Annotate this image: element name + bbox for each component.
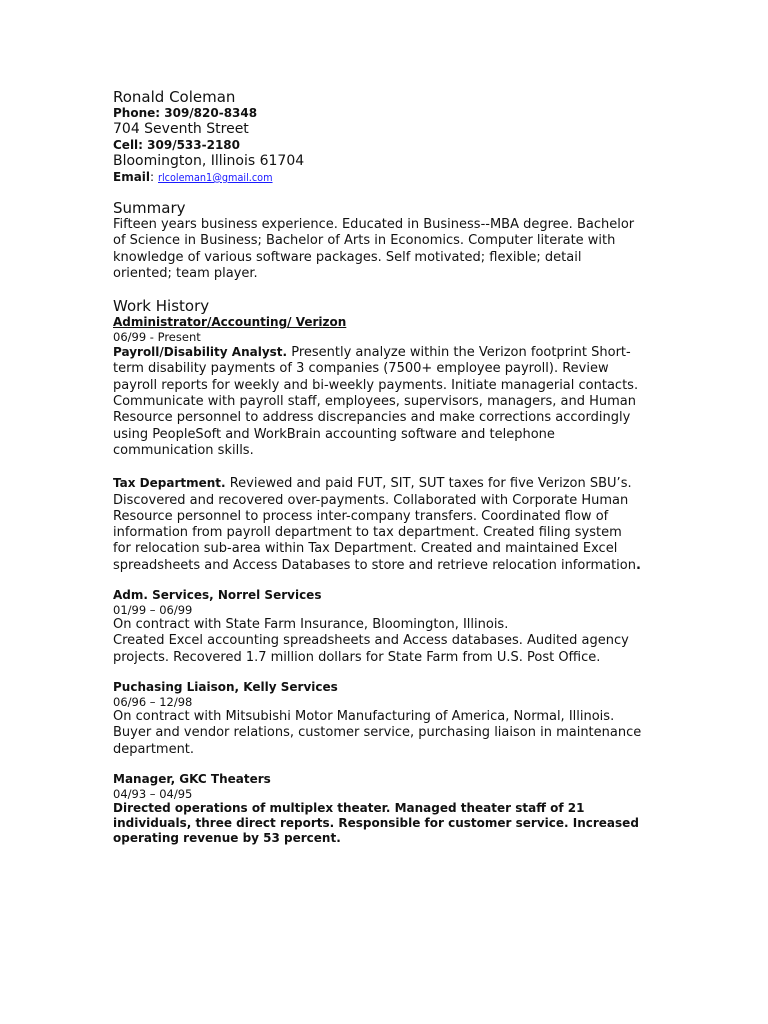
job-gkc (113, 772, 643, 846)
summary-section (113, 199, 643, 282)
job-title: Administrator/Accounting/ Verizon (113, 315, 347, 330)
email-line (113, 170, 643, 185)
job-line: On contract with Mitsubishi Motor Manufacturing of America, Normal, Illinois. (113, 708, 615, 724)
summary-text: Fifteen years business experience. Educated in Business--MBA degree. Bachelor of Science in Business; Bachelor of Arts in Economics. Computer literate with knowledge of various software packages. Self motivated; flexible; detail oriented; team player. (113, 217, 635, 281)
payroll-paragraph (113, 344, 643, 459)
email-colon: : (150, 170, 158, 184)
job-line: On contract with State Farm Insurance, Bloomington, Illinois. (113, 617, 509, 633)
cell-number: Cell: 309/533-2180 (113, 138, 241, 152)
job-norrel (113, 588, 643, 666)
payroll-text: Presently analyze within the Verizon footprint Short-term disability payments of 3 companies (7500+ employee payroll). Review payroll reports for weekly and bi-weekly payments. Initiate managerial contacts. Communicate with payroll staff, employees, supervisors, managers, and Human Resource personnel to address discrepancies and make corrections accordingly using PeopleSoft and WorkBrain accounting software and telephone communication skills. (113, 345, 639, 458)
job-title: Manager, GKC Theaters (113, 771, 271, 786)
payroll-lead: Payroll/Disability Analyst. (113, 345, 288, 360)
job-title: Adm. Services, Norrel Services (113, 588, 322, 603)
job-kelly (113, 680, 643, 758)
email-link[interactable]: rlcoleman1@gmail.com (157, 171, 273, 184)
street-address: 704 Seventh Street (113, 121, 249, 137)
job-verizon (113, 315, 643, 574)
job-dates: 06/96 – 12/98 (113, 694, 193, 709)
tax-text: Reviewed and paid FUT, SIT, SUT taxes for five Verizon SBU’s. Discovered and recovered over-payments. Collaborated with Corporate Human Resource personnel to process inter-company transfers. Coordinated flow of information from payroll department to tax department. Created filing system for relocation sub-area within Tax Department. Created and maintained Excel spreadsheets and Access Databases to store and retrieve relocation information (113, 476, 636, 573)
work-history-heading: Work History (113, 297, 210, 316)
tax-end: . (636, 557, 641, 573)
phone-number: Phone: 309/820-8348 (113, 106, 258, 120)
email-label: Email (113, 170, 151, 184)
tax-paragraph (113, 475, 643, 574)
job-dates: 06/99 - Present (113, 330, 201, 345)
job-line: Created Excel accounting spreadsheets and Access databases. Audited agency projects. Recovered 1.7 million dollars for State Farm from U.S. Post Office. (113, 633, 629, 665)
city-state-zip: Bloomington, Illinois 61704 (113, 153, 305, 169)
job-dates: 04/93 – 04/95 (113, 786, 193, 801)
job-line: Buyer and vendor relations, customer service, purchasing liaison in maintenance department. (113, 725, 642, 757)
job-description: Directed operations of multiplex theater. Managed theater staff of 21 individuals, three direct reports. Responsible for customer service. Increased operating revenue by 53 percent. (113, 800, 639, 845)
candidate-name: Ronald Coleman (113, 88, 236, 106)
resume-page (113, 88, 643, 846)
work-history-section (113, 297, 643, 846)
contact-header (113, 88, 643, 185)
summary-heading: Summary (113, 199, 186, 217)
tax-lead: Tax Department. (113, 476, 226, 491)
job-dates: 01/99 – 06/99 (113, 603, 193, 618)
job-title: Puchasing Liaison, Kelly Services (113, 679, 338, 694)
